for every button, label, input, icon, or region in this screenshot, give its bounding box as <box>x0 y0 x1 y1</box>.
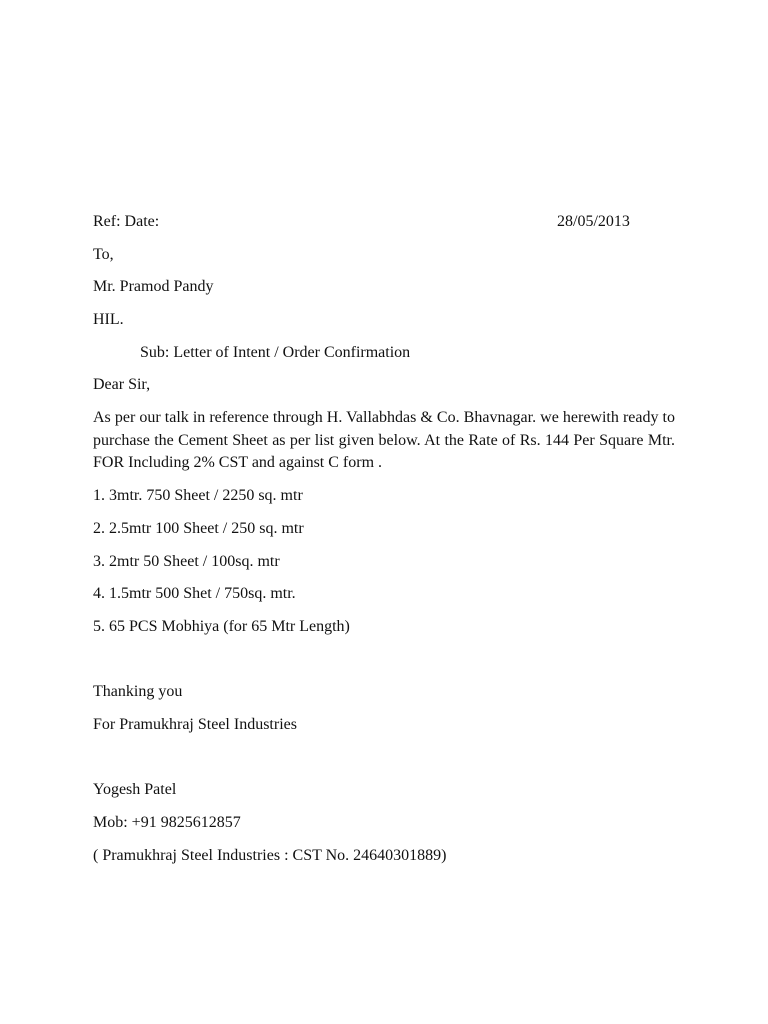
reference-line <box>93 211 675 233</box>
body-paragraph: As per our talk in reference through H. Vallabhdas & Co. Bhavnagar. we herewith ready to purchase the Cement Sheet as per list given below. At the Rate of Rs. 144 Per Square Mtr. FOR Including 2% CST and against C form . <box>93 409 675 472</box>
mobile-number: Mob: +91 9825612857 <box>93 814 241 831</box>
footer-note: ( Pramukhraj Steel Industries : CST No. 24640301889) <box>93 846 447 864</box>
spacer <box>93 747 675 769</box>
ref-label: Ref: Date: <box>93 213 160 230</box>
list-item: 4. 1.5mtr 500 Shet / 750sq. mtr. <box>93 585 296 603</box>
list-item: 5. 65 PCS Mobhiya (for 65 Mtr Length) <box>93 617 350 635</box>
letter-page <box>93 211 675 877</box>
recipient-name: Mr. Pramod Pandy <box>93 278 214 296</box>
spacer <box>93 649 675 671</box>
list-item: 3. 2mtr 50 Sheet / 100sq. mtr <box>93 552 280 570</box>
to-line: To, <box>93 245 114 263</box>
recipient-company: HIL. <box>93 311 124 329</box>
subject-line: Sub: Letter of Intent / Order Confirmation <box>140 343 411 361</box>
from-company: For Pramukhraj Steel Industries <box>93 715 297 733</box>
letter-date: 28/05/2013 <box>557 213 630 230</box>
list-item: 2. 2.5mtr 100 Sheet / 250 sq. mtr <box>93 519 304 537</box>
list-item: 1. 3mtr. 750 Sheet / 2250 sq. mtr <box>93 487 303 505</box>
closing-line: Thanking you <box>93 683 183 701</box>
salutation: Dear Sir, <box>93 376 151 394</box>
signatory-name: Yogesh Patel <box>93 781 177 799</box>
